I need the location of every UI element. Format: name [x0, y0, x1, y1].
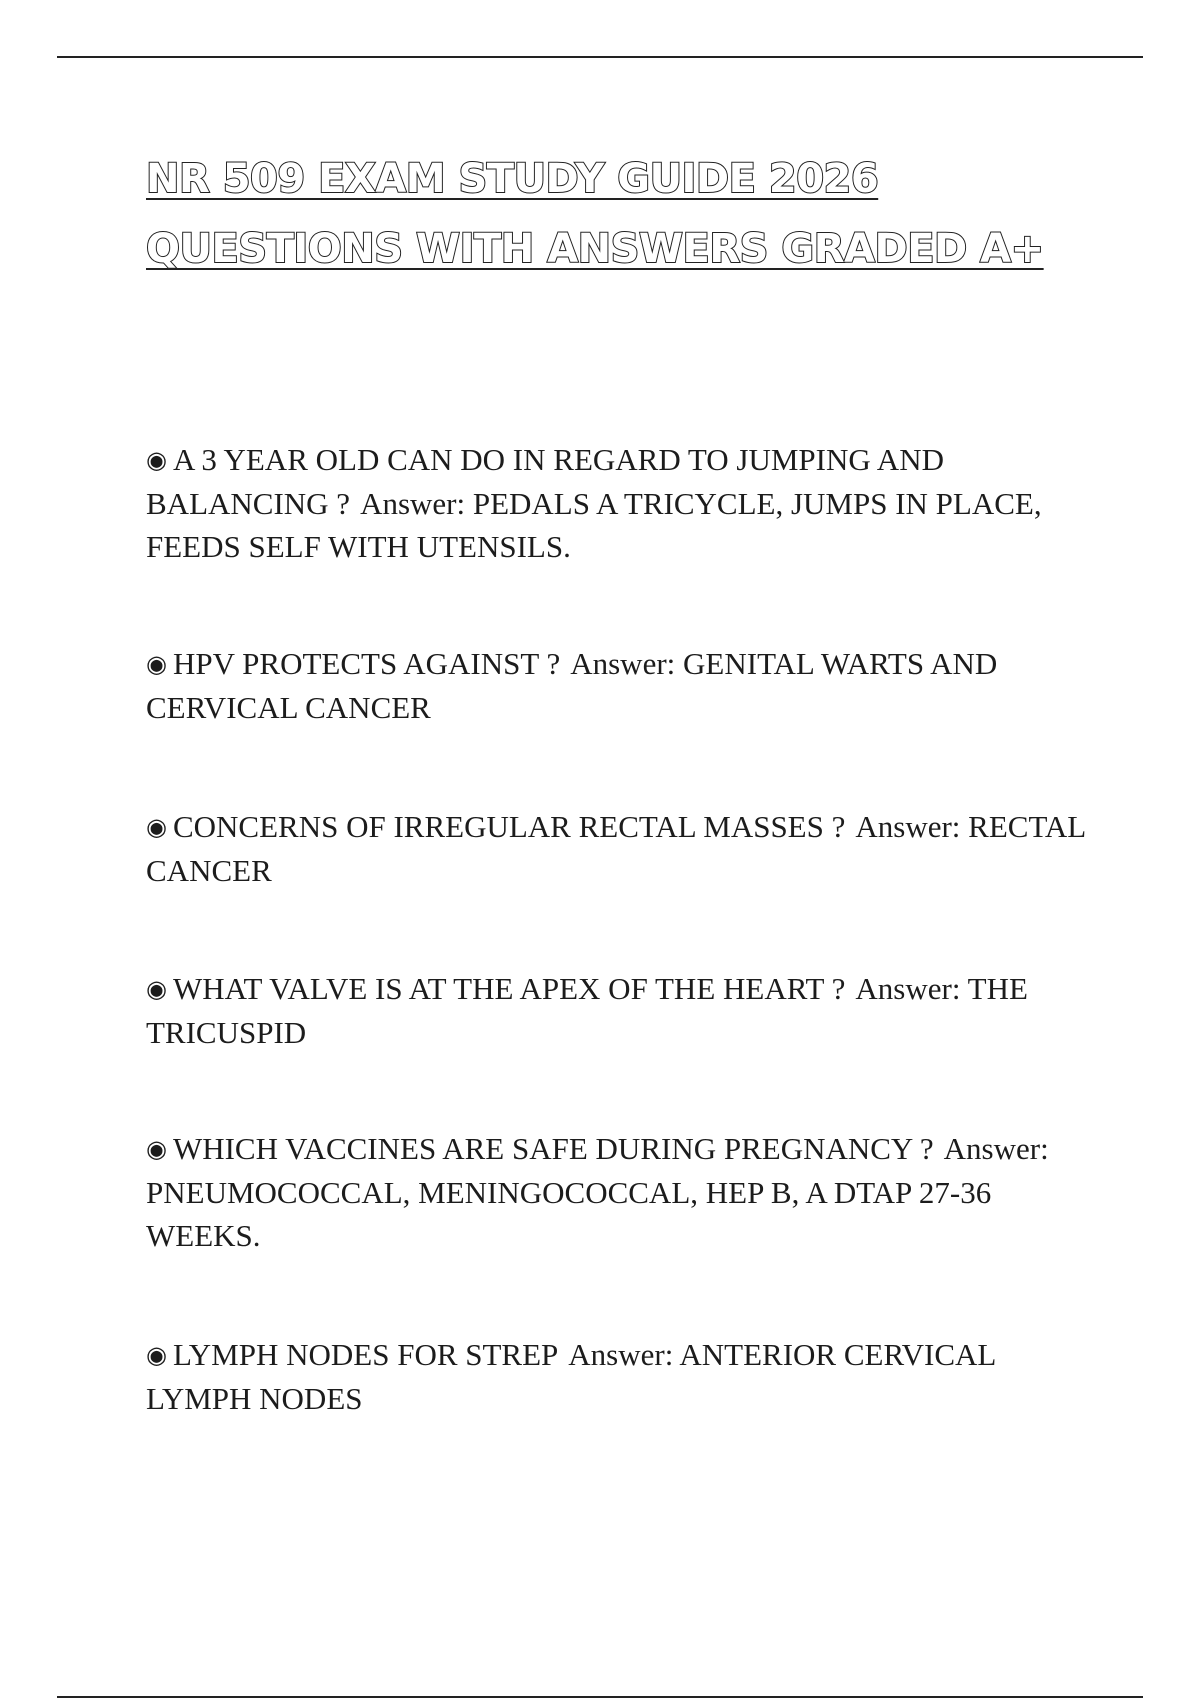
page-title-text: NR 509 EXAM STUDY GUIDE 2026 QUESTIONS WITH ANSWERS GRADED A+ — [146, 156, 1044, 272]
qa-item-1 — [146, 438, 1096, 568]
question-text: WHICH VACCINES ARE SAFE DURING PREGNANCY ? — [172, 1131, 934, 1166]
answer-label: Answer: — [855, 809, 961, 844]
question-text: LYMPH NODES FOR STREP — [172, 1337, 559, 1372]
question-text: HPV PROTECTS AGAINST ? — [172, 646, 561, 681]
bullet-icon: ◉ — [146, 975, 167, 1003]
bullet-icon: ◉ — [146, 1341, 167, 1369]
bullet-icon: ◉ — [146, 1135, 167, 1163]
question-text: WHAT VALVE IS AT THE APEX OF THE HEART ? — [172, 971, 846, 1006]
question-text: CONCERNS OF IRREGULAR RECTAL MASSES ? — [172, 809, 846, 844]
answer-text: GENITAL WARTS AND CERVICAL CANCER — [146, 646, 998, 725]
qa-item-4 — [146, 967, 1096, 1054]
qa-item-5 — [146, 1127, 1096, 1257]
answer-text: THE TRICUSPID — [146, 971, 1028, 1050]
qa-item-6 — [146, 1333, 1096, 1420]
answer-label: Answer: — [855, 971, 961, 1006]
bullet-icon: ◉ — [146, 446, 167, 474]
bullet-icon: ◉ — [146, 650, 167, 678]
answer-label: Answer: — [568, 1337, 674, 1372]
page-title — [146, 144, 1106, 284]
bullet-icon: ◉ — [146, 813, 167, 841]
answer-text: ANTERIOR CERVICAL LYMPH NODES — [146, 1337, 996, 1416]
answer-label: Answer: — [360, 486, 466, 521]
qa-item-3 — [146, 805, 1096, 892]
answer-label: Answer: — [943, 1131, 1049, 1166]
answer-text: PEDALS A TRICYCLE, JUMPS IN PLACE, FEEDS SELF WITH UTENSILS. — [146, 486, 1042, 564]
answer-text: RECTAL CANCER — [146, 809, 1086, 888]
answer-label: Answer: — [570, 646, 676, 681]
qa-item-2 — [146, 642, 1096, 729]
question-text: A 3 YEAR OLD CAN DO IN REGARD TO JUMPING AND BALANCING ? — [146, 442, 944, 521]
answer-text: PNEUMOCOCCAL, MENINGOCOCCAL, HEP B, A DTAP 27-36 WEEKS. — [146, 1175, 992, 1253]
top-divider — [57, 56, 1143, 58]
bottom-divider — [57, 1696, 1143, 1698]
